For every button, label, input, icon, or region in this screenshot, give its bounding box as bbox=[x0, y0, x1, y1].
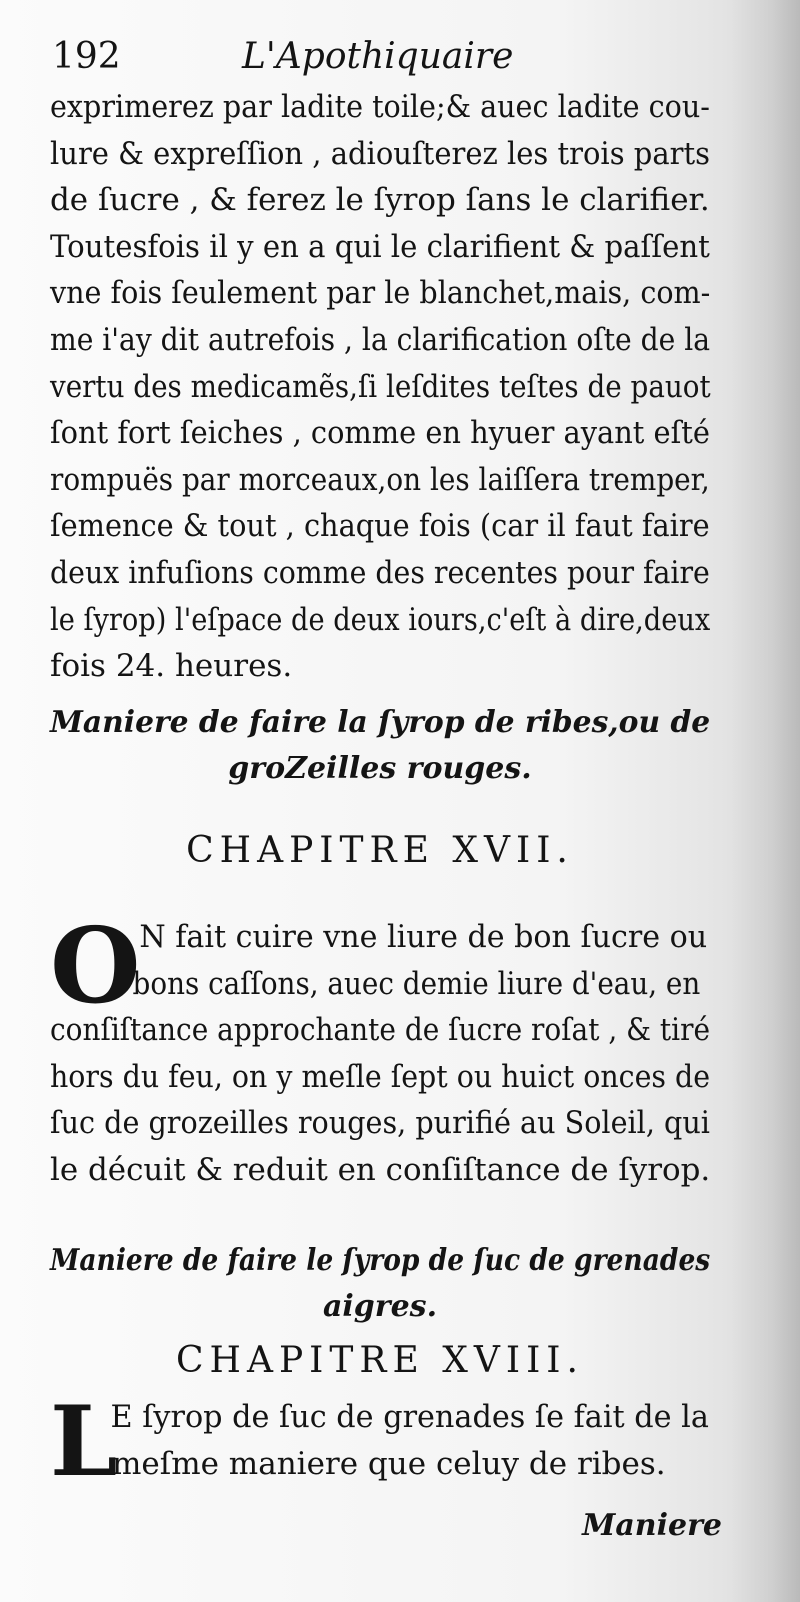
text-line: Toutesfois il y en a qui le clarifient & paſſent bbox=[50, 228, 710, 265]
text-line: bons caſſons, auec demie liure d'eau, en bbox=[132, 965, 701, 1002]
chapter-heading-xviii: CHAPITRE XVIII. bbox=[176, 1340, 584, 1381]
section-rubric-ribes bbox=[50, 700, 710, 792]
text-line: N fait cuire vne liure de bon ſucre ou bbox=[139, 919, 708, 955]
text-line: ſont fort ſeiches , comme en hyuer ayant eſté bbox=[50, 415, 710, 452]
text-line: meſme maniere que celuy de ribes. bbox=[112, 1445, 666, 1482]
section-rubric-grenades bbox=[50, 1238, 710, 1330]
text-line: le décuit & reduit en conſiſtance de ſyrop. bbox=[50, 1151, 711, 1188]
page-header bbox=[52, 36, 712, 86]
text-line: vne fois ſeulement par le blanchet,mais, com- bbox=[50, 275, 711, 312]
rubric-line: groZeilles rouges. bbox=[228, 751, 532, 786]
text-line: conſiſtance approchante de ſucre roſat , & tiré bbox=[50, 1012, 711, 1049]
text-line: rompuës par morceaux,on les laiſſera tremper, bbox=[50, 461, 710, 498]
catchword: Maniere bbox=[582, 1508, 722, 1543]
page-number: 192 bbox=[52, 36, 121, 77]
text-line: lure & expreſſion , adiouſterez les trois parts bbox=[50, 135, 711, 172]
rubric-line: Maniere de faire la ſyrop de ribes,ou de bbox=[50, 705, 711, 740]
text-line: ſuc de grozeilles rouges, purifié au Soleil, qui bbox=[50, 1105, 710, 1142]
paragraph-ribes bbox=[50, 904, 711, 1194]
text-line: le ſyrop) l'eſpace de deux iours,c'eſt à dire,deux bbox=[50, 601, 711, 638]
text-line: vertu des medicamẽs,ſi leſdites teſtes de pauot bbox=[50, 368, 711, 405]
chapter-heading-xvii: CHAPITRE XVII. bbox=[186, 830, 574, 871]
running-title: L'Apothiquaire bbox=[242, 36, 514, 77]
drop-capital: L bbox=[50, 1385, 118, 1498]
text-line: ſemence & tout , chaque fois (car il faut faire bbox=[50, 508, 710, 545]
text-line: E ſyrop de ſuc de grenades ſe fait de la bbox=[110, 1399, 709, 1435]
text-line: fois 24. heures. bbox=[50, 648, 293, 685]
paragraph-continued bbox=[50, 84, 710, 690]
rubric-line: aigres. bbox=[322, 1289, 438, 1324]
text-line: me i'ay dit autrefois , la clarification oſte de la bbox=[50, 321, 711, 358]
drop-capital: O bbox=[50, 904, 141, 1027]
text-line: deux infuſions comme des recentes pour faire bbox=[50, 554, 710, 591]
paragraph-grenades bbox=[50, 1394, 710, 1487]
page-edge-shadow bbox=[730, 0, 800, 1602]
rubric-line: Maniere de faire le ſyrop de ſuc de grenades bbox=[50, 1243, 711, 1278]
text-line: hors du feu, on y meſle ſept ou huict onces de bbox=[50, 1058, 711, 1095]
text-line: de ſucre , & ferez le ſyrop ſans le clarifier. bbox=[50, 182, 710, 219]
text-line: exprimerez par ladite toile;& auec ladite cou- bbox=[50, 89, 710, 125]
